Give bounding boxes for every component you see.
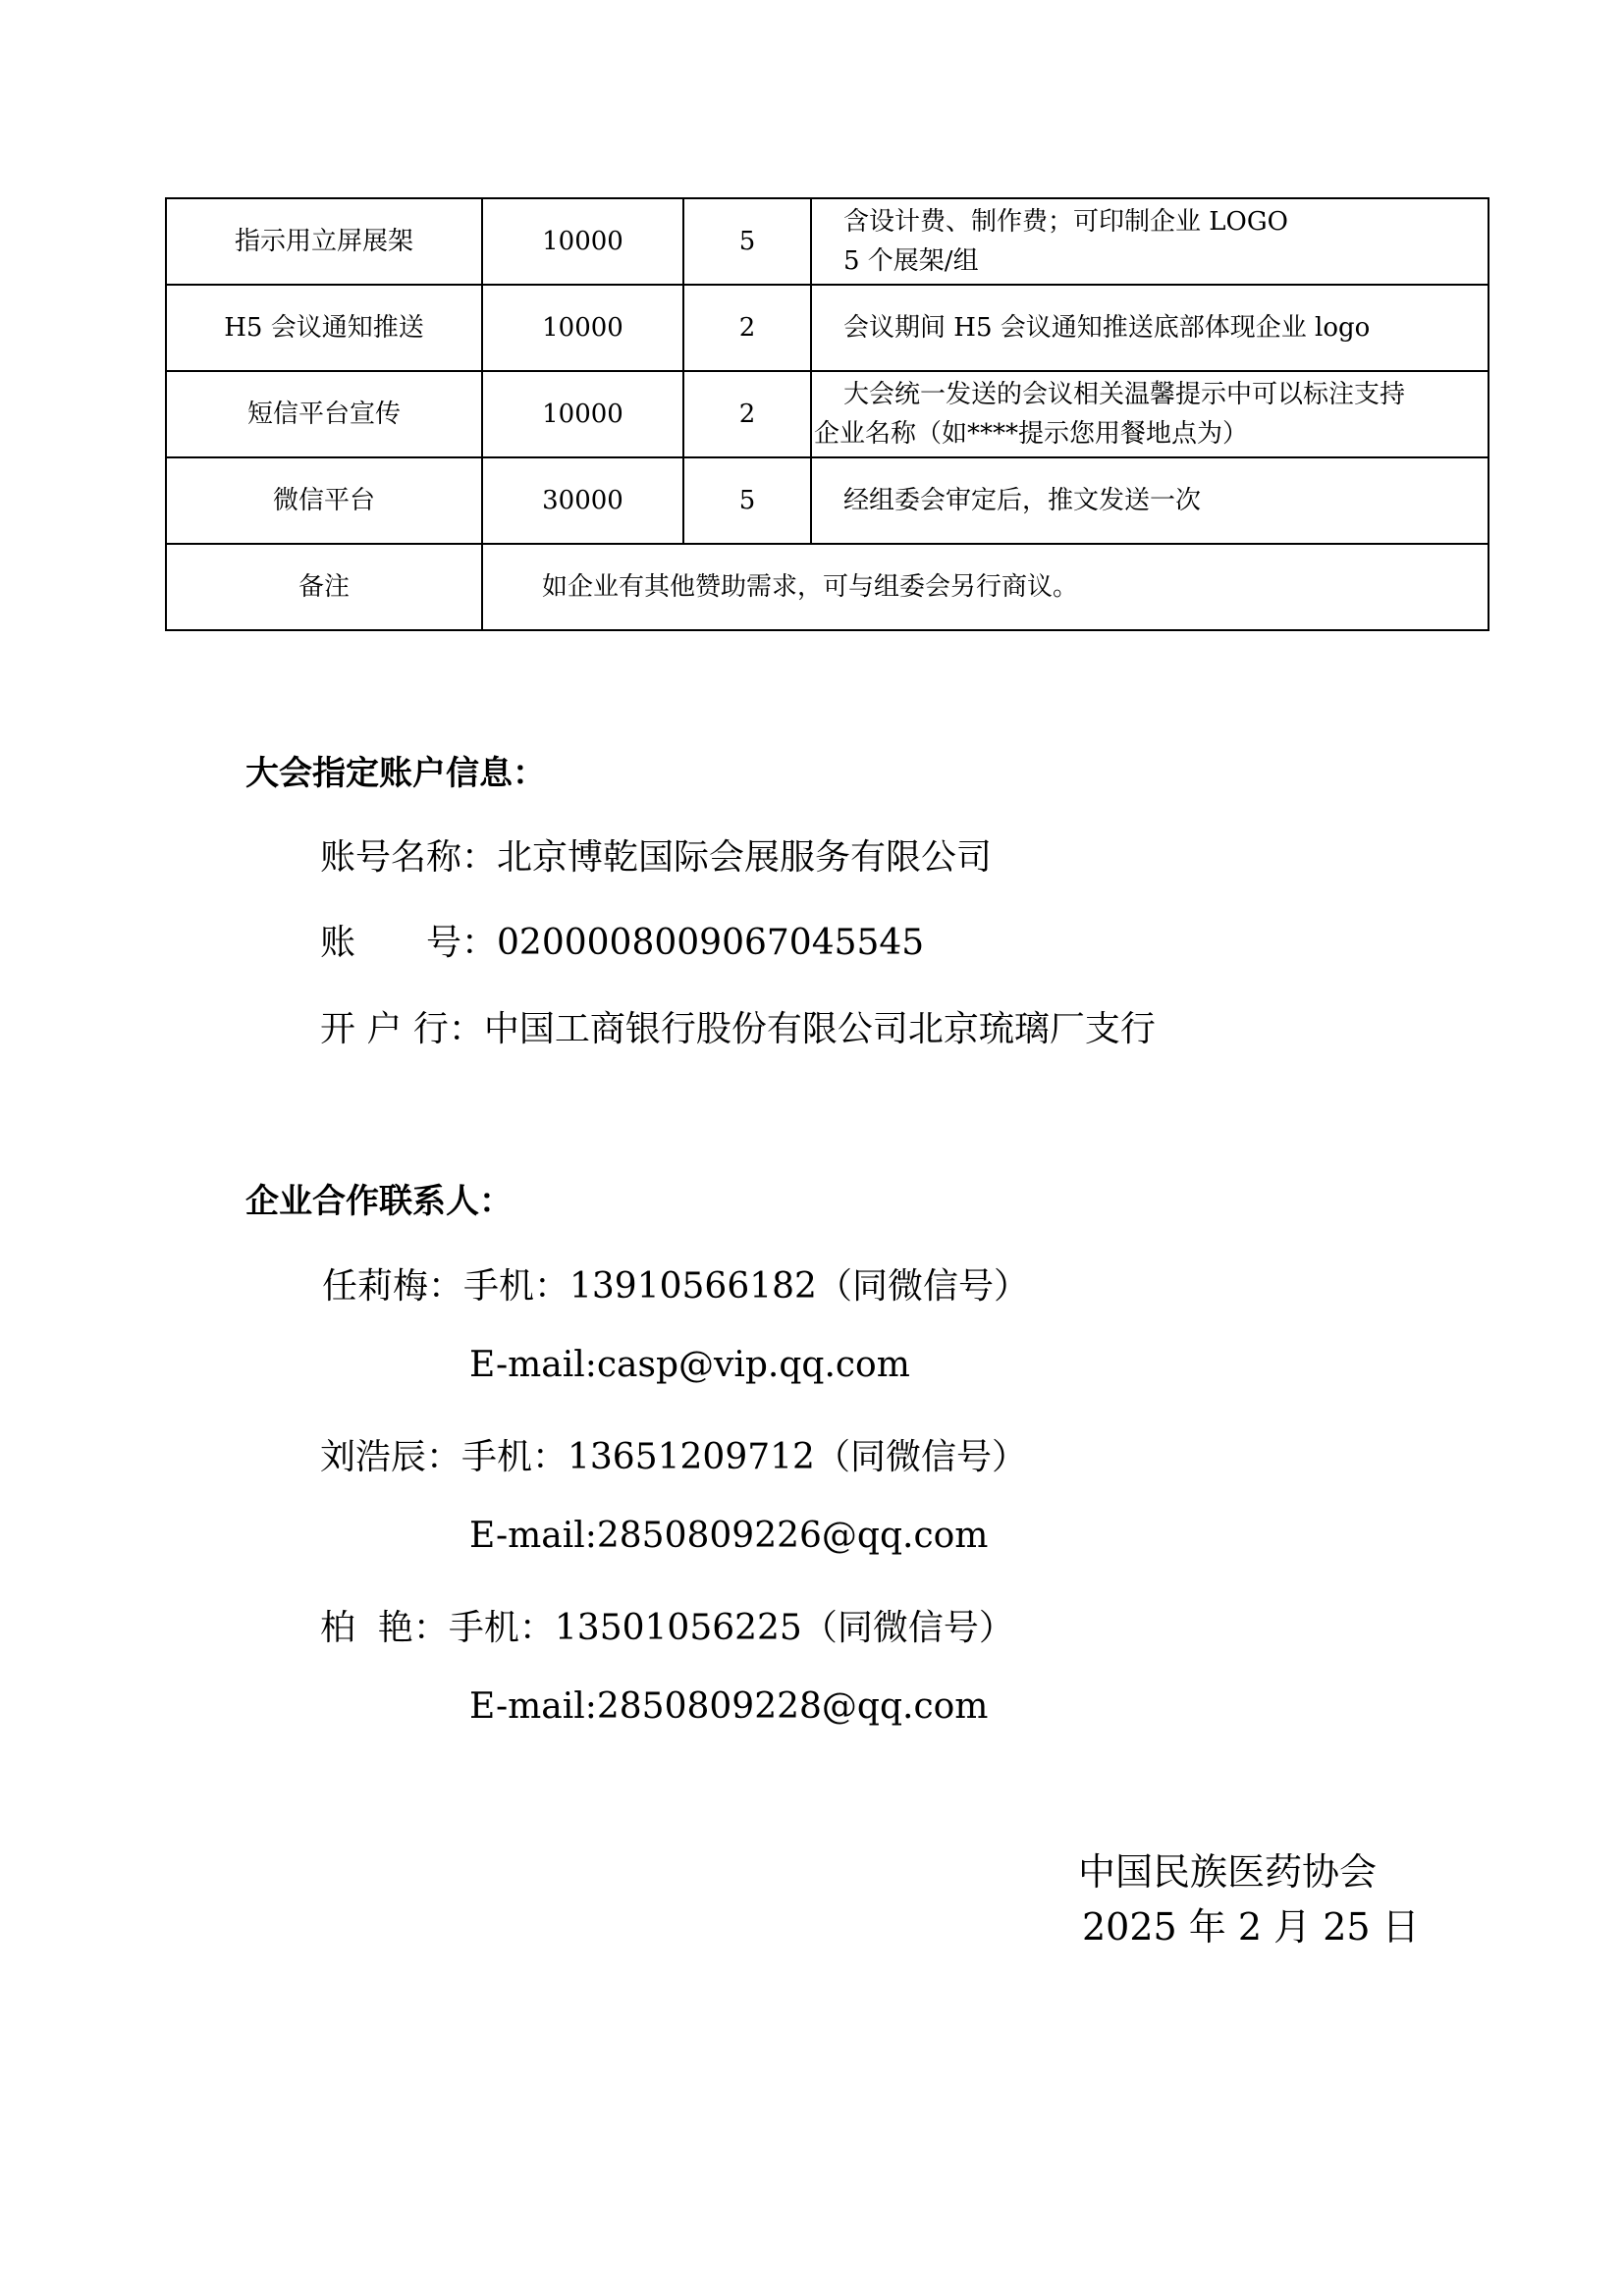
account-number-line <box>320 915 924 965</box>
quantity-cell: 5 <box>683 457 811 544</box>
note-line: 经组委会审定后，推文发送一次 <box>843 486 1202 515</box>
note-line: 企业名称（如****提示您用餐地点为） <box>814 419 1249 449</box>
item-cell: 短信平台宣传 <box>166 371 482 457</box>
item-cell: 微信平台 <box>166 457 482 544</box>
signature-date: 2025 年 2 月 25 日 <box>1082 1905 1420 1949</box>
note-line: 大会统一发送的会议相关温馨提示中可以标注支持 <box>843 380 1406 409</box>
contacts-heading: 企业合作联系人： <box>245 1182 513 1221</box>
price-cell: 30000 <box>482 457 683 544</box>
remark-text: 如企业有其他赞助需求，可与组委会另行商议。 <box>482 544 1489 630</box>
note-line: 会议期间 H5 会议通知推送底部体现企业 logo <box>843 313 1371 343</box>
account-number-value: 0200008009067045545 <box>497 923 925 963</box>
contact-phone-line: 刘浩辰：手机：13651209712（同微信号） <box>320 1437 1027 1477</box>
price-cell: 10000 <box>482 285 683 371</box>
note-line: 含设计费、制作费；可印制企业 LOGO <box>843 207 1288 237</box>
contact-phone-line: 柏 艳：手机：13501056225（同微信号） <box>320 1608 1014 1648</box>
table-row <box>166 198 1489 285</box>
note-line: 5 个展架/组 <box>843 246 979 276</box>
contact-phone-line: 任莉梅：手机：13910566182（同微信号） <box>322 1266 1029 1307</box>
note-cell <box>811 285 1489 371</box>
price-cell: 10000 <box>482 198 683 285</box>
price-cell: 10000 <box>482 371 683 457</box>
quantity-cell: 2 <box>683 285 811 371</box>
remark-label: 备注 <box>166 544 482 630</box>
remark-row <box>166 544 1489 630</box>
quantity-cell: 2 <box>683 371 811 457</box>
account-bank-line: 开 户 行：中国工商银行股份有限公司北京琉璃厂支行 <box>320 1009 1156 1049</box>
contact-email-line: E-mail:2850809228@qq.com <box>469 1686 989 1727</box>
account-heading: 大会指定账户信息： <box>245 754 546 793</box>
note-cell <box>811 457 1489 544</box>
note-cell <box>811 371 1489 457</box>
item-cell: H5 会议通知推送 <box>166 285 482 371</box>
account-number-label-2: 号： <box>426 923 498 963</box>
signature-organization: 中国民族医药协会 <box>1078 1850 1378 1894</box>
table-row <box>166 371 1489 457</box>
quantity-cell: 5 <box>683 198 811 285</box>
note-cell <box>811 198 1489 285</box>
account-name-line: 账号名称：北京博乾国际会展服务有限公司 <box>320 837 993 878</box>
table-row <box>166 457 1489 544</box>
account-number-label-1: 账 <box>320 923 356 963</box>
table-row <box>166 285 1489 371</box>
sponsorship-table <box>165 197 1489 631</box>
contact-email-line: E-mail:casp@vip.qq.com <box>469 1345 910 1385</box>
item-cell: 指示用立屏展架 <box>166 198 482 285</box>
contact-email-line: E-mail:2850809226@qq.com <box>469 1516 989 1556</box>
